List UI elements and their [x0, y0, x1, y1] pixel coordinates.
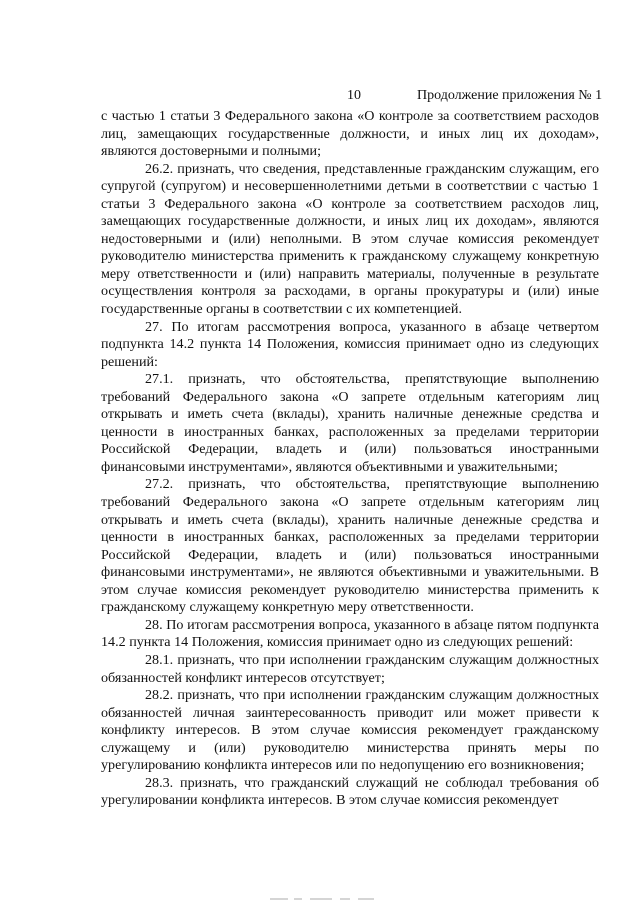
paragraph-26-2: 26.2. признать, что сведения, представленные гражданским служащим, его супругой (супругом) и несовершеннолетними детьми в соответствии с частью 1 статьи 3 Федерального закона «О контроле за соответствием расходов лиц, замещающих государственные должности, и иных лиц их доходам», являются недостоверными и (или) неполными. В этом случае комиссия рекомендует руководителю министерства применить к гражданскому служащему конкретную меру ответственности и (или) направить материалы, полученные в результате осуществления контроля за расходами, в органы прокуратуры и (или) иные государственные органы в соответствии с их компетенцией. [101, 160, 599, 318]
appendix-continuation-note: Продолжение приложения № 1 [417, 88, 603, 103]
paragraph-27-1: 27.1. признать, что обстоятельства, препятствующие выполнению требований Федерального закона «О запрете отдельным категориям лиц открывать и иметь счета (вклады), хранить наличные денежные средства и ценности в иностранных банках, расположенных за пределами территории Российской Федерации, владеть и (или) пользоваться иностранными финансовыми инструментами», являются объективными и уважительными; [101, 371, 599, 475]
paragraph-27-2: 27.2. признать, что обстоятельства, препятствующие выполнению требований Федерального закона «О запрете отдельным категориям лиц открывать и иметь счета (вклады), хранить наличные денежные средства и ценности в иностранных банках, расположенных за пределами территории Российской Федерации, владеть и (или) пользоваться иностранными финансовыми инструментами», не являются объективными и уважительными. В этом случае комиссия рекомендует руководителю министерства применить к гражданскому служащему конкретную меру ответственности. [101, 476, 599, 616]
paragraph-28-2: 28.2. признать, что при исполнении гражданским служащим должностных обязанностей личная заинтересованность приводит или может привести к конфликту интересов. В этом случае комиссия рекомендует гражданскому служащему и (или) руководителю министерства принять меры по урегулированию конфликта интересов или по недопущению его возникновения; [101, 687, 599, 774]
page-number: 10 [347, 88, 361, 103]
paragraph-27: 27. По итогам рассмотрения вопроса, указанного в абзаце четвертом подпункта 14.2 пункта 14 Положения, комиссия принимает одно из следующих решений: [101, 318, 599, 370]
document-body [101, 108, 599, 810]
paragraph-28: 28. По итогам рассмотрения вопроса, указанного в абзаце пятом подпункта 14.2 пункта 14 Положения, комиссия принимает одно из следующих решений: [101, 616, 599, 651]
page-header [0, 88, 640, 106]
paragraph-28-3: 28.3. признать, что гражданский служащий не соблюдал требования об урегулировании конфликта интересов. В этом случае комиссия рекомендует [101, 774, 599, 809]
scan-footer-smudge [270, 896, 380, 902]
paragraph-28-1: 28.1. признать, что при исполнении гражданским служащим должностных обязанностей конфликт интересов отсутствует; [101, 651, 599, 686]
paragraph-26-1-continuation: с частью 1 статьи 3 Федерального закона «О контроле за соответствием расходов лиц, замещающих государственные должности, и иных лиц их доходам», являются достоверными и полными; [101, 108, 599, 160]
